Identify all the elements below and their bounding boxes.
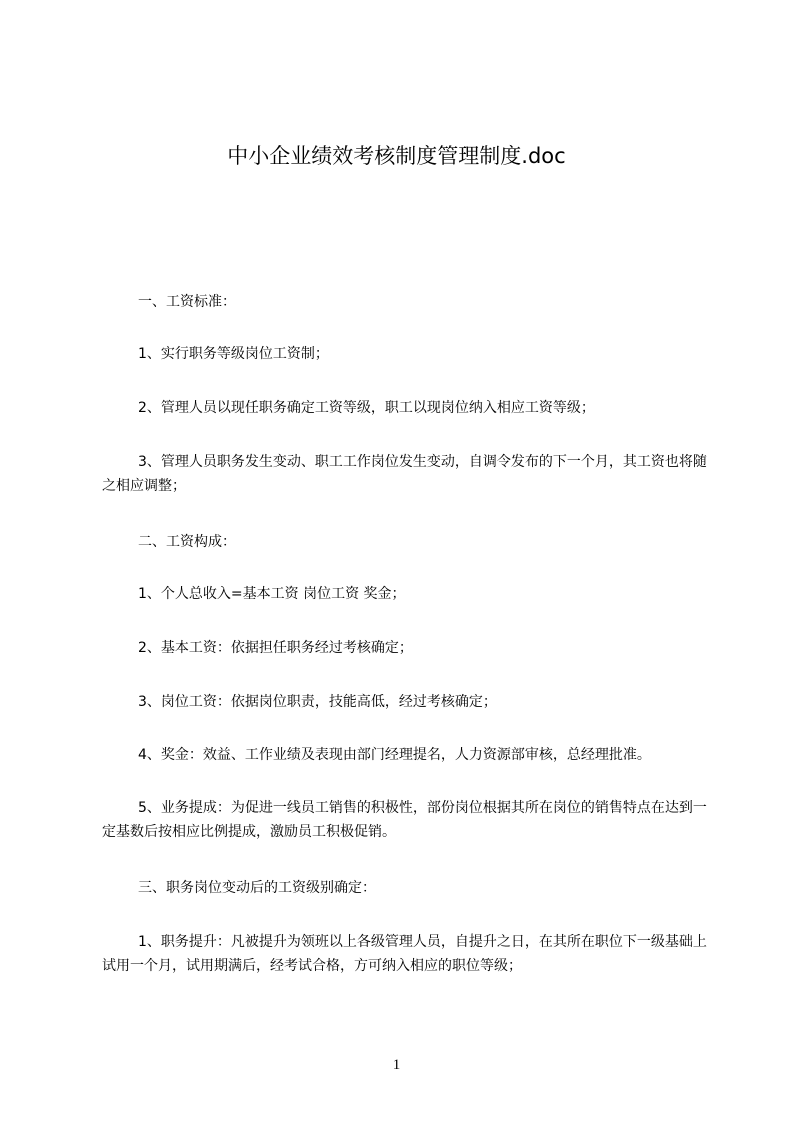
page-number: 1 xyxy=(392,1057,401,1073)
section-heading-wage-composition: 二、工资构成： xyxy=(138,534,236,550)
section-heading-position-change: 三、职务岗位变动后的工资级别确定： xyxy=(138,880,376,896)
paragraph-6: 3、岗位工资：依据岗位职责，技能高低，经过考核确定； xyxy=(138,694,497,710)
document-title: 中小企业绩效考核制度管理制度.doc xyxy=(227,144,566,168)
paragraph-9: 1、职务提升：凡被提升为领班以上各级管理人员，自提升之日，在其所在职位下一级基础上试用一个月，试用期满后，经考试合格，方可纳入相应的职位等级； xyxy=(102,934,707,974)
paragraph-8: 5、业务提成：为促进一线员工销售的积极性，部份岗位根据其所在岗位的销售特点在达到一定基数后按相应比例提成，激励员工积极促销。 xyxy=(102,800,707,840)
paragraph-4: 1、个人总收入=基本工资 岗位工资 奖金； xyxy=(138,586,406,602)
paragraph-2: 2、管理人员以现任职务确定工资等级，职工以现岗位纳入相应工资等级； xyxy=(138,400,595,416)
paragraph-3: 3、管理人员职务发生变动、职工工作岗位发生变动，自调令发布的下一个月，其工资也将随之相应调整； xyxy=(102,454,707,494)
section-heading-wage-standard: 一、工资标准： xyxy=(138,294,236,310)
paragraph-7: 4、奖金：效益、工作业绩及表现由部门经理提名，人力资源部审核，总经理批准。 xyxy=(138,747,651,763)
paragraph-1: 1、实行职务等级岗位工资制； xyxy=(138,346,329,362)
paragraph-5: 2、基本工资：依据担任职务经过考核确定； xyxy=(138,640,413,656)
